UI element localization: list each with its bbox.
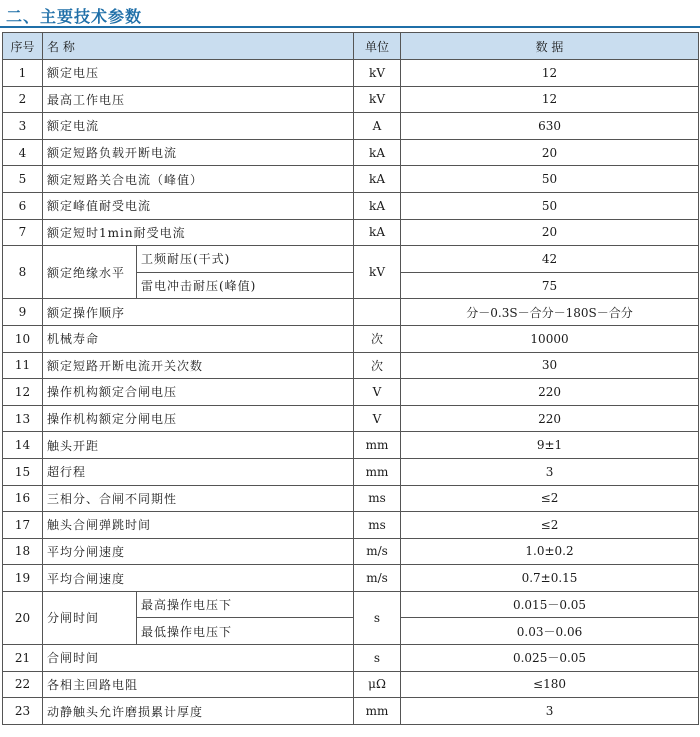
row-name: 操作机构额定合闸电压 bbox=[43, 379, 354, 406]
row-index: 21 bbox=[3, 645, 43, 672]
row-name: 操作机构额定分闸电压 bbox=[43, 405, 354, 432]
table-row bbox=[3, 432, 699, 459]
row-index: 20 bbox=[3, 591, 43, 644]
row-unit: mm bbox=[354, 698, 401, 725]
row-value: 50 bbox=[401, 166, 699, 193]
row-unit: 次 bbox=[354, 352, 401, 379]
table-row bbox=[3, 192, 699, 219]
row-index: 15 bbox=[3, 458, 43, 485]
row-index: 13 bbox=[3, 405, 43, 432]
table-header-row bbox=[3, 33, 699, 60]
header-unit: 单位 bbox=[354, 33, 401, 60]
row-value: 0.015－0.05 bbox=[401, 591, 699, 618]
row-sub-name: 最高操作电压下 bbox=[137, 591, 354, 618]
row-index: 9 bbox=[3, 299, 43, 326]
row-value: 50 bbox=[401, 192, 699, 219]
row-value: 42 bbox=[401, 246, 699, 273]
row-index: 22 bbox=[3, 671, 43, 698]
row-unit: kA bbox=[354, 192, 401, 219]
row-value: 75 bbox=[401, 272, 699, 299]
row-index: 12 bbox=[3, 379, 43, 406]
row-index: 14 bbox=[3, 432, 43, 459]
row-unit: μΩ bbox=[354, 671, 401, 698]
row-name: 超行程 bbox=[43, 458, 354, 485]
row-index: 17 bbox=[3, 512, 43, 539]
row-value: 20 bbox=[401, 219, 699, 246]
row-name: 最高工作电压 bbox=[43, 86, 354, 113]
row-index: 16 bbox=[3, 485, 43, 512]
header-data: 数 据 bbox=[401, 33, 699, 60]
table-row bbox=[3, 591, 699, 618]
row-name: 额定电压 bbox=[43, 60, 354, 87]
row-index: 23 bbox=[3, 698, 43, 725]
table-row bbox=[3, 299, 699, 326]
row-value: 20 bbox=[401, 139, 699, 166]
row-value: ≤180 bbox=[401, 671, 699, 698]
header-index: 序号 bbox=[3, 33, 43, 60]
row-name: 各相主回路电阻 bbox=[43, 671, 354, 698]
table-row bbox=[3, 219, 699, 246]
row-name: 额定短路关合电流（峰值） bbox=[43, 166, 354, 193]
table-row bbox=[3, 698, 699, 725]
row-name: 额定操作顺序 bbox=[43, 299, 354, 326]
table-row bbox=[3, 139, 699, 166]
row-name: 额定电流 bbox=[43, 113, 354, 140]
row-value: ≤2 bbox=[401, 485, 699, 512]
row-name: 额定短路开断电流开关次数 bbox=[43, 352, 354, 379]
table-row bbox=[3, 325, 699, 352]
row-value: 0.025－0.05 bbox=[401, 645, 699, 672]
table-row bbox=[3, 379, 699, 406]
table-row bbox=[3, 166, 699, 193]
title-underline bbox=[0, 26, 700, 28]
row-index: 6 bbox=[3, 192, 43, 219]
row-index: 10 bbox=[3, 325, 43, 352]
table-row bbox=[3, 246, 699, 273]
row-value: 12 bbox=[401, 86, 699, 113]
row-value: 3 bbox=[401, 458, 699, 485]
row-unit: m/s bbox=[354, 565, 401, 592]
row-unit: kA bbox=[354, 166, 401, 193]
row-value: 1.0±0.2 bbox=[401, 538, 699, 565]
row-unit: kV bbox=[354, 246, 401, 299]
row-index: 7 bbox=[3, 219, 43, 246]
row-index: 3 bbox=[3, 113, 43, 140]
row-value: 10000 bbox=[401, 325, 699, 352]
row-index: 11 bbox=[3, 352, 43, 379]
row-index: 8 bbox=[3, 246, 43, 299]
technical-parameters-table bbox=[2, 32, 699, 725]
header-name: 名 称 bbox=[43, 33, 354, 60]
table-row bbox=[3, 405, 699, 432]
row-name: 三相分、合闸不同期性 bbox=[43, 485, 354, 512]
row-value: 0.7±0.15 bbox=[401, 565, 699, 592]
table-row bbox=[3, 565, 699, 592]
row-index: 1 bbox=[3, 60, 43, 87]
table-body bbox=[3, 60, 699, 725]
table-row bbox=[3, 645, 699, 672]
section-title-bar bbox=[0, 0, 700, 30]
row-index: 19 bbox=[3, 565, 43, 592]
table-row bbox=[3, 512, 699, 539]
row-unit: V bbox=[354, 379, 401, 406]
row-name: 动静触头允许磨损累计厚度 bbox=[43, 698, 354, 725]
row-sub-name: 工频耐压(干式) bbox=[137, 246, 354, 273]
row-value: 220 bbox=[401, 379, 699, 406]
row-index: 4 bbox=[3, 139, 43, 166]
row-value: 30 bbox=[401, 352, 699, 379]
row-index: 2 bbox=[3, 86, 43, 113]
row-name: 触头合闸弹跳时间 bbox=[43, 512, 354, 539]
table-row bbox=[3, 113, 699, 140]
row-value: 3 bbox=[401, 698, 699, 725]
row-name: 额定绝缘水平 bbox=[43, 246, 137, 299]
row-unit: mm bbox=[354, 432, 401, 459]
row-unit: kV bbox=[354, 60, 401, 87]
section-title: 二、主要技术参数 bbox=[6, 7, 143, 26]
row-unit bbox=[354, 299, 401, 326]
row-index: 18 bbox=[3, 538, 43, 565]
row-unit: 次 bbox=[354, 325, 401, 352]
row-name: 合闸时间 bbox=[43, 645, 354, 672]
row-name: 触头开距 bbox=[43, 432, 354, 459]
row-name: 分闸时间 bbox=[43, 591, 137, 644]
row-value: 0.03－0.06 bbox=[401, 618, 699, 645]
row-unit: kA bbox=[354, 139, 401, 166]
row-unit: s bbox=[354, 645, 401, 672]
row-unit: kV bbox=[354, 86, 401, 113]
row-name: 平均合闸速度 bbox=[43, 565, 354, 592]
table-row bbox=[3, 458, 699, 485]
table-row bbox=[3, 86, 699, 113]
row-unit: s bbox=[354, 591, 401, 644]
row-unit: A bbox=[354, 113, 401, 140]
row-name: 额定短时1min耐受电流 bbox=[43, 219, 354, 246]
row-name: 额定峰值耐受电流 bbox=[43, 192, 354, 219]
table-row bbox=[3, 485, 699, 512]
row-unit: kA bbox=[354, 219, 401, 246]
row-unit: V bbox=[354, 405, 401, 432]
row-value: 630 bbox=[401, 113, 699, 140]
row-unit: mm bbox=[354, 458, 401, 485]
row-value: ≤2 bbox=[401, 512, 699, 539]
row-value: 分－0.3S－合分－180S－合分 bbox=[401, 299, 699, 326]
table-row bbox=[3, 671, 699, 698]
row-sub-name: 雷电冲击耐压(峰值) bbox=[137, 272, 354, 299]
row-unit: m/s bbox=[354, 538, 401, 565]
row-value: 220 bbox=[401, 405, 699, 432]
row-name: 平均分闸速度 bbox=[43, 538, 354, 565]
table-row bbox=[3, 352, 699, 379]
table-row bbox=[3, 60, 699, 87]
row-unit: ms bbox=[354, 512, 401, 539]
row-sub-name: 最低操作电压下 bbox=[137, 618, 354, 645]
row-value: 12 bbox=[401, 60, 699, 87]
row-index: 5 bbox=[3, 166, 43, 193]
row-name: 额定短路负载开断电流 bbox=[43, 139, 354, 166]
row-value: 9±1 bbox=[401, 432, 699, 459]
row-name: 机械寿命 bbox=[43, 325, 354, 352]
row-unit: ms bbox=[354, 485, 401, 512]
table-row bbox=[3, 538, 699, 565]
